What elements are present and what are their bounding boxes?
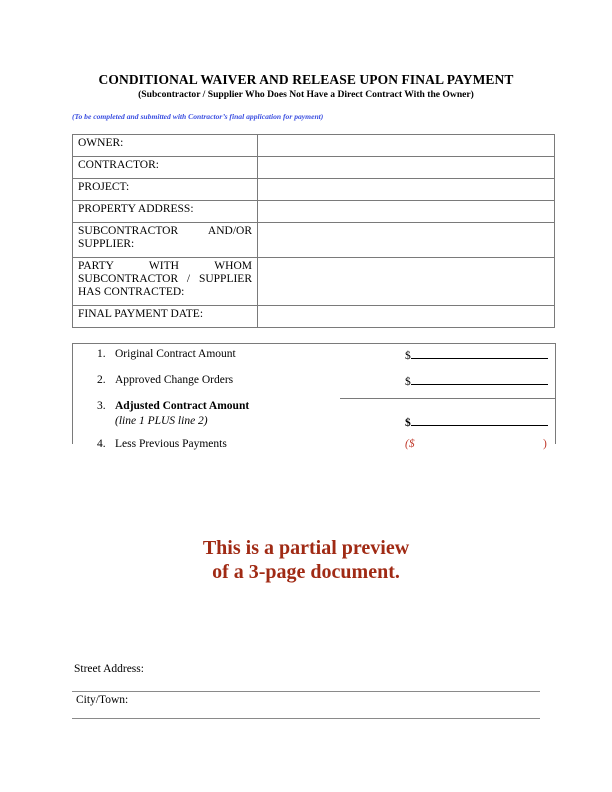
street-address-line[interactable]	[72, 691, 540, 692]
amount-blank[interactable]	[411, 348, 548, 359]
preview-line-1: This is a partial preview	[202, 537, 410, 559]
info-row-subcontractor	[73, 223, 555, 258]
amount-field[interactable]	[405, 374, 548, 388]
contracting-party-label: PARTY WITH WHOM SUBCONTRACTOR / SUPPLIER HAS CONTRACTED:	[73, 258, 258, 306]
amount-field[interactable]	[405, 348, 548, 362]
line-label: Approved Change Orders	[115, 374, 234, 386]
amount-field[interactable]	[405, 415, 548, 429]
line-label: Less Previous Payments	[115, 438, 227, 450]
info-table	[72, 134, 555, 328]
negative-amount-close: )	[543, 438, 547, 450]
subcontractor-label: SUBCONTRACTOR AND/OR SUPPLIER:	[73, 223, 258, 258]
info-row-owner	[73, 135, 555, 157]
negative-amount-open: ($	[405, 438, 415, 450]
city-town-label: City/Town:	[76, 694, 129, 706]
info-row-final-payment-date	[73, 306, 555, 328]
line-number: 2.	[97, 374, 106, 386]
line-number: 3.	[97, 400, 106, 412]
document-title: CONDITIONAL WAIVER AND RELEASE UPON FINAL PAYMENT	[98, 72, 514, 87]
city-town-line[interactable]	[72, 718, 540, 719]
line-label: Adjusted Contract Amount	[115, 400, 250, 412]
info-row-contractor	[73, 157, 555, 179]
instruction-note: (To be completed and submitted with Contractor’s final application for payment)	[72, 112, 324, 121]
document-subtitle: (Subcontractor / Supplier Who Does Not Have a Direct Contract With the Owner)	[138, 89, 474, 100]
dollar-sign: $	[405, 417, 411, 429]
street-address-label-clipped	[74, 663, 174, 677]
line-note: (line 1 PLUS line 2)	[115, 415, 208, 427]
final-payment-date-label: FINAL PAYMENT DATE:	[73, 306, 258, 328]
property-address-field[interactable]	[258, 201, 555, 223]
preview-notice	[0, 536, 612, 584]
street-address-label: Street Address:	[74, 663, 144, 675]
info-row-contracting-party	[73, 258, 555, 306]
final-payment-date-field[interactable]	[258, 306, 555, 328]
contracting-party-field[interactable]	[258, 258, 555, 306]
preview-line-2: of a 3-page document.	[212, 561, 400, 583]
amount-blank[interactable]	[411, 374, 548, 385]
dollar-sign: $	[405, 350, 411, 362]
info-row-property-address	[73, 201, 555, 223]
contractor-label: CONTRACTOR:	[73, 157, 258, 179]
line-number: 1.	[97, 348, 106, 360]
amounts-section	[72, 343, 556, 450]
owner-field[interactable]	[258, 135, 555, 157]
project-label: PROJECT:	[73, 179, 258, 201]
amount-blank[interactable]	[411, 415, 548, 426]
info-row-project	[73, 179, 555, 201]
dollar-sign: $	[405, 376, 411, 388]
subcontractor-field[interactable]	[258, 223, 555, 258]
owner-label: OWNER:	[73, 135, 258, 157]
project-field[interactable]	[258, 179, 555, 201]
line-number: 4.	[97, 438, 106, 450]
property-address-label: PROPERTY ADDRESS:	[73, 201, 258, 223]
line-label: Original Contract Amount	[115, 348, 236, 360]
divider	[340, 398, 555, 399]
contractor-field[interactable]	[258, 157, 555, 179]
